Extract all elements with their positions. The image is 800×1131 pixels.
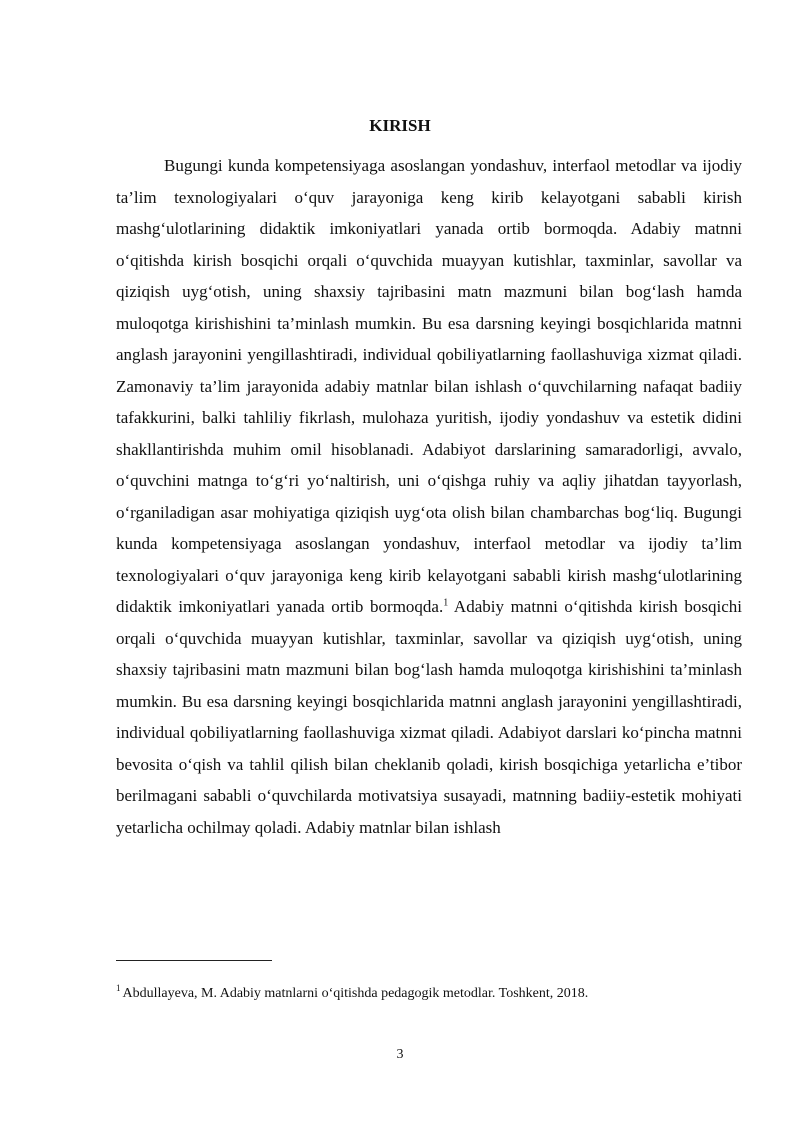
body-paragraph bbox=[116, 150, 742, 843]
footnote-separator bbox=[116, 960, 272, 961]
footnote-mark: 1 bbox=[116, 983, 121, 994]
paragraph-text-part2: Adabiy matnni o‘qitishda kirish bosqichi orqali o‘quvchida muayyan kutishlar, taxminlar, savollar va qiziqish uyg‘otish, uning shaxsiy tajribasini matn mazmuni bilan bog‘lash hamda muloqotga kirishishini ta’minlash mumkin. Bu esa darsning keyingi bosqichlarida matnni anglash jarayonini yengillashtiradi, individual qobiliyatlarning faollashuviga xizmat qiladi. Adabiyot darslari ko‘pincha matnni bevosita o‘qish va tahlil qilish bilan cheklanib qoladi, kirish bosqichiga yetarlicha e’tibor berilmagani sababli o‘quvchilarda motivatsiya susayadi, matnning badiiy-estetik mohiyati yetarlicha ochilmay qoladi. Adabiy matnlar bilan ishlash bbox=[116, 597, 742, 837]
footnote-reference[interactable]: 1 bbox=[443, 597, 449, 609]
section-title: KIRISH bbox=[369, 116, 431, 135]
footnote bbox=[116, 985, 742, 1003]
paragraph-text-part1: Bugungi kunda kompetensiyaga asoslangan yondashuv, interfaol metodlar va ijodiy ta’lim texnologiyalari o‘quv jarayoniga keng kirib kelayotgani sababli kirish mashg‘ulotlarining didaktik imkoniyatlari yanada ortib bormoqda. Adabiy matnni o‘qitishda kirish bosqichi orqali o‘quvchida muayyan kutishlar, taxminlar, savollar va qiziqish uyg‘otish, uning shaxsiy tajribasini matn mazmuni bilan bog‘lash hamda muloqotga kirishishini ta’minlash mumkin. Bu esa darsning keyingi bosqichlarida matnni anglash jarayonini yengillashtiradi, individual qobiliyatlarning faollashuviga xizmat qiladi. Zamonaviy ta’lim jarayonida adabiy matnlar bilan ishlash o‘quvchilarning nafaqat badiiy tafakkurini, balki tahliliy fikrlash, mulohaza yuritish, ijodiy yondashuv va estetik didini shakllantirishda muhim omil hisoblanadi. Adabiyot darslarining samaradorligi, avvalo, o‘quvchini matnga to‘g‘ri yo‘naltirish, uni o‘qishga ruhiy va aqliy jihatdan tayyorlash, o‘rganiladigan asar mohiyatiga qiziqish uyg‘ota olish bilan chambarchas bog‘liq. Bugungi kunda kompetensiyaga asoslangan yondashuv, interfaol metodlar va ijodiy ta’lim texnologiyalari o‘quv jarayoniga keng kirib kelayotgani sababli kirish mashg‘ulotlarining didaktik imkoniyatlari yanada ortib bormoqda. bbox=[116, 156, 742, 616]
footnote-text: Abdullayeva, M. Adabiy matnlarni o‘qitishda pedagogik metodlar. Toshkent, 2018. bbox=[122, 986, 589, 1001]
page-number: 3 bbox=[396, 1047, 404, 1062]
